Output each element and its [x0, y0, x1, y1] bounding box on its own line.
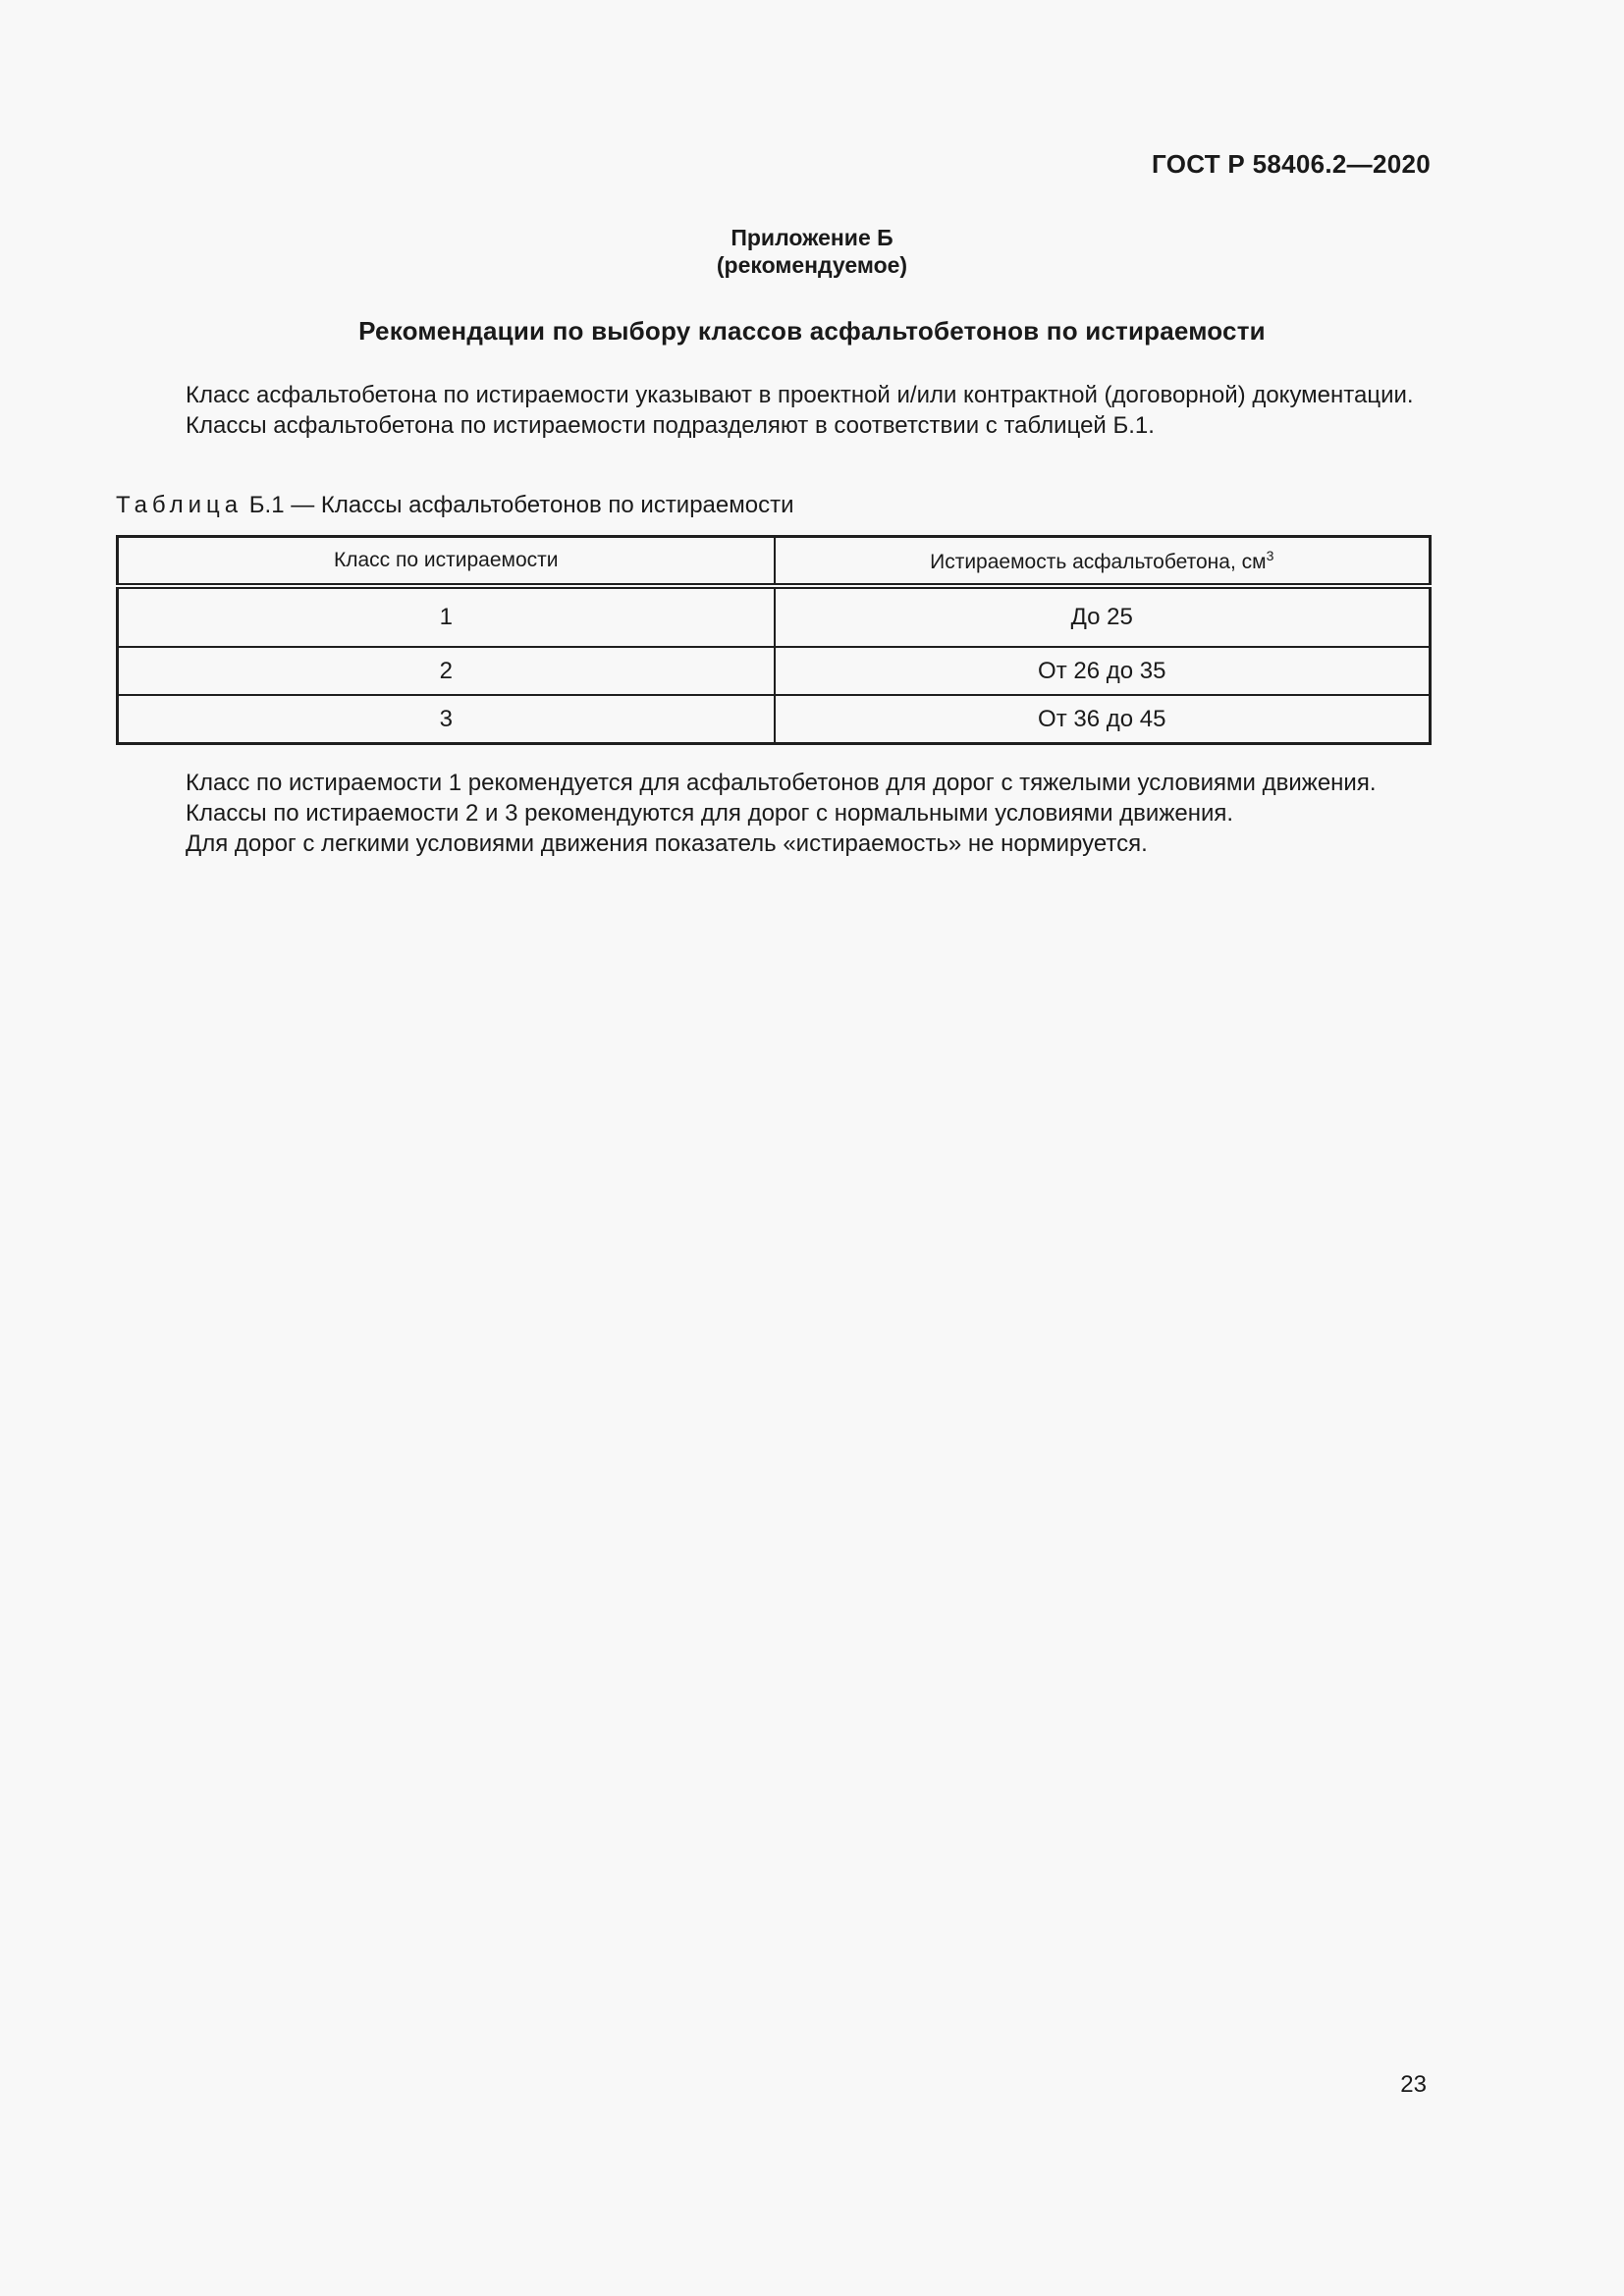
notes-text: [116, 768, 1432, 859]
table-row: [118, 586, 1431, 647]
annex-header: [0, 224, 1624, 279]
annex-status: (рекомендуемое): [716, 252, 908, 278]
page-number: 23: [1400, 2071, 1427, 2098]
cell-class: 3: [118, 695, 775, 744]
cell-abrasion: От 36 до 45: [775, 695, 1431, 744]
intro-paragraph: Классы асфальтобетона по истираемости подразделяют в соответствии с таблицей Б.1.: [186, 412, 1155, 439]
abrasion-classes-table: [116, 535, 1432, 745]
table-caption-label: Таблица: [116, 492, 244, 518]
note-paragraph: Класс по истираемости 1 рекомендуется для асфальтобетонов для дорог с тяжелыми условиями движения.: [186, 770, 1377, 796]
header-abrasion: Истираемость асфальтобетона, $см^3$: [775, 537, 1431, 587]
table-row: [118, 695, 1431, 744]
table-caption: [116, 492, 794, 519]
annex-title: Приложение Б: [731, 225, 893, 250]
cell-class: 1: [118, 586, 775, 647]
table-row: [118, 647, 1431, 695]
table-caption-text: Б.1 — Классы асфальтобетонов по истираемости: [248, 492, 794, 518]
note-paragraph: Классы по истираемости 2 и 3 рекомендуются для дорог с нормальными условиями движения.: [186, 800, 1234, 827]
unit-superscript: 3: [1266, 547, 1274, 563]
section-heading: Рекомендации по выбору классов асфальтобетонов по истираемости: [358, 316, 1266, 346]
header-class: Класс по истираемости: [118, 537, 775, 587]
cell-abrasion: От 26 до 35: [775, 647, 1431, 695]
cell-class: 2: [118, 647, 775, 695]
document-code: ГОСТ Р 58406.2—2020: [1152, 149, 1431, 179]
table-header-row: [118, 537, 1431, 587]
intro-paragraph: Класс асфальтобетона по истираемости указывают в проектной и/или контрактной (договорной) документации.: [186, 382, 1414, 408]
note-paragraph: Для дорог с легкими условиями движения показатель «истираемость» не нормируется.: [186, 830, 1148, 857]
cell-abrasion: До 25: [775, 586, 1431, 647]
intro-text: [116, 380, 1432, 441]
